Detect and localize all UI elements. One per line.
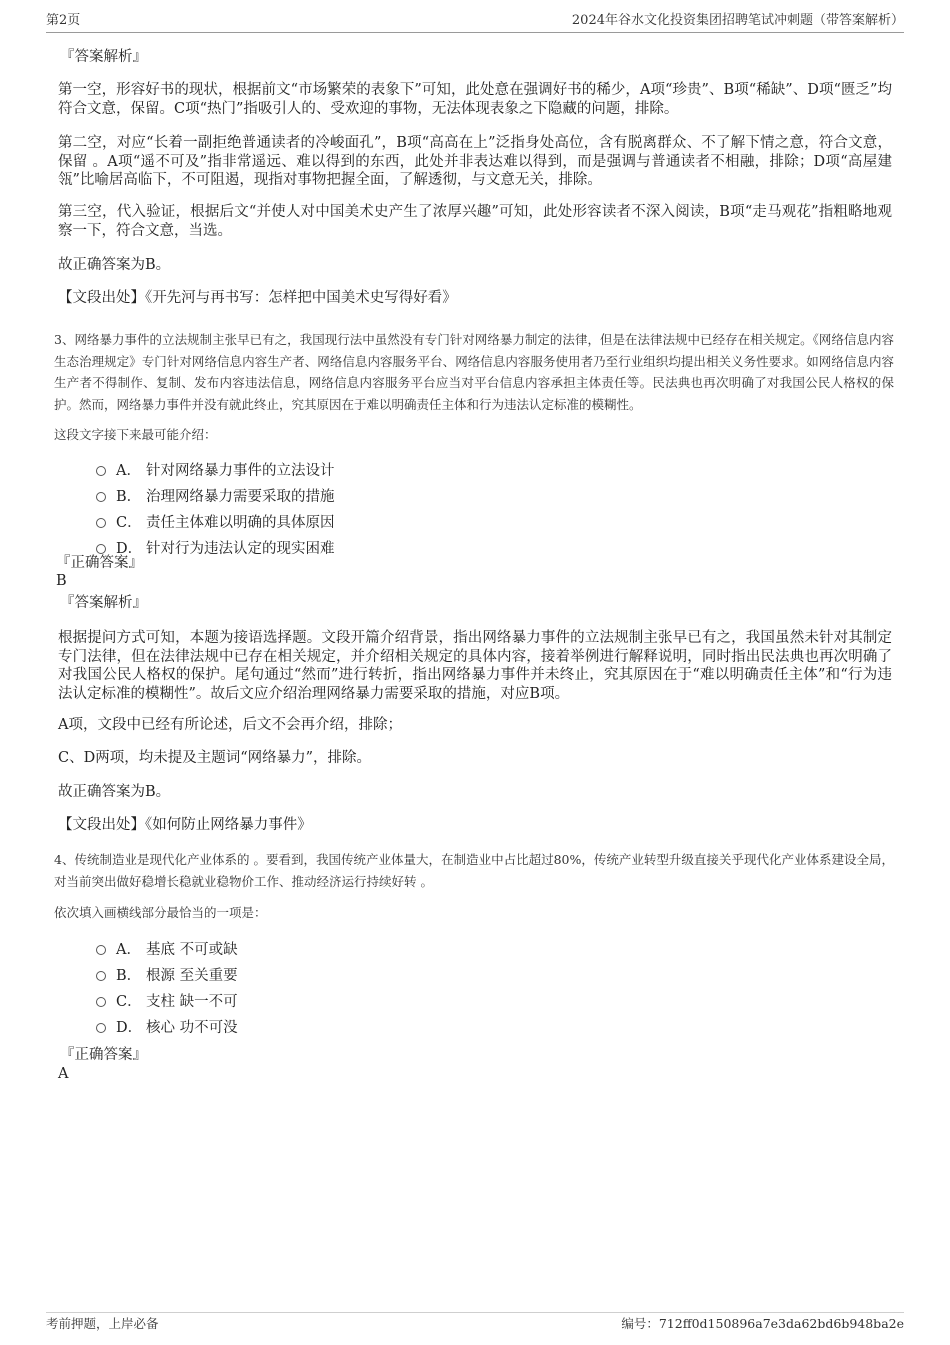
page-number: 第2页 <box>46 13 81 28</box>
q3-option-c[interactable]: C． 责任主体难以明确的具体原因 <box>96 513 335 533</box>
q2-conclusion: 故正确答案为B。 <box>58 257 171 273</box>
document-id: 编号：712ff0d150896a7e3da62bd6b948ba2e <box>621 1316 904 1331</box>
q2-analysis-para1: 第一空，形容好书的现状，根据前文“市场繁荣的表象下”可知，此处意在强调好书的稀少，A项“珍贵”、B项“稀缺”、D项“匮乏”均符合文意，保留。C项“热门”指吸引人的、受欢迎的事物，无法体现表象之下隐藏的问题，排除。 <box>58 82 892 117</box>
q4-prompt: 依次填入画横线部分最恰当的一项是： <box>54 905 267 920</box>
radio-button[interactable] <box>96 466 106 476</box>
q4-correct-label: 『正确答案』 <box>60 1047 147 1063</box>
radio-button[interactable] <box>96 945 106 955</box>
q4-answer: A <box>58 1066 69 1082</box>
q4-question: 4、传统制造业是现代化产业体系的 。要看到，我国传统产业体量大，在制造业中占比超过80%，传统产业转型升级直接关乎现代化产业体系建设全局，对当前突出做好稳增长稳就业稳物价工作、推动经济运行持续好转 。 <box>54 852 894 889</box>
q3-answer: B <box>56 573 67 589</box>
page-footer <box>46 1312 904 1331</box>
page-header <box>46 12 904 33</box>
q3-analysis-para3: C、D两项，均未提及主题词“网络暴力”，排除。 <box>58 750 372 766</box>
q2-analysis-para3: 第三空，代入验证，根据后文“并使人对中国美术史产生了浓厚兴趣”可知，此处形容读者不深入阅读，B项“走马观花”指粗略地观察一下，符合文意，当选。 <box>58 204 892 239</box>
q3-analysis-para1: 根据提问方式可知，本题为接语选择题。文段开篇介绍背景，指出网络暴力事件的立法规制主张早已有之，我国虽然未针对其制定专门法律，但在法律法规中已存在相关规定，并介绍相关规定的具体内容，接着举例进行解释说明，同时指出民法典也再次明确了对我国公民人格权的保护。尾句通过“然而”进行转折，指出网络暴力事件并未终止，究其原因在于“难以明确责任主体”和“行为违法认定标准的模糊性”。故后文应介绍治理网络暴力需要采取的措施，对应B项。 <box>58 630 892 702</box>
q3-correct-label: 『正确答案』 <box>56 555 143 571</box>
radio-button[interactable] <box>96 518 106 528</box>
q4-option-c[interactable]: C． 支柱 缺一不可 <box>96 992 238 1012</box>
q4-option-b[interactable]: B． 根源 至关重要 <box>96 966 238 986</box>
q3-option-a[interactable]: A． 针对网络暴力事件的立法设计 <box>96 461 335 481</box>
q2-analysis-para2: 第二空，对应“长着一副拒绝普通读者的冷峻面孔”，B项“高高在上”泛指身处高位，含有脱离群众、不了解下情之意，符合文意， 保留 。A项“遥不可及”指非常遥远、难以得到的东西，此处并非表达难以得到，而是强调与普通读者不相融，排除；D项“高屋建瓴”比喻居高临下，不可阻遏，现指对事物把握全面，了解透彻，与文意无关，排除。 <box>58 135 892 188</box>
radio-button[interactable] <box>96 1023 106 1033</box>
q4-option-d[interactable]: D． 核心 功不可没 <box>96 1018 238 1038</box>
q3-source: 【文段出处】《如何防止网络暴力事件》 <box>58 817 312 833</box>
q3-question: 3、网络暴力事件的立法规制主张早已有之，我国现行法中虽然没有专门针对网络暴力制定的法律，但是在法律法规中已经存在相关规定。《网络信息内容生态治理规定》专门针对网络信息内容生产者、网络信息内容服务平台、网络信息内容服务使用者乃至行业组织均提出相关义务性要求。如网络信息内容生产者不得制作、复制、发布内容违法信息，网络信息内容服务平台应当对平台信息内容承担主体责任等。民法典也再次明确了对我国公民人格权的保护。然而，网络暴力事件并没有就此终止，究其原因在于难以明确责任主体和行为违法认定标准的模糊性。 <box>54 332 894 412</box>
document-title: 2024年谷水文化投资集团招聘笔试冲刺题（带答案解析） <box>571 13 904 28</box>
q4-option-a[interactable]: A． 基底 不可或缺 <box>96 940 238 960</box>
q3-option-b[interactable]: B． 治理网络暴力需要采取的措施 <box>96 487 335 507</box>
q3-conclusion: 故正确答案为B。 <box>58 784 171 800</box>
footer-slogan: 考前押题，上岸必备 <box>46 1316 159 1331</box>
q3-prompt: 这段文字接下来最可能介绍： <box>54 427 217 442</box>
radio-button[interactable] <box>96 971 106 981</box>
radio-button[interactable] <box>96 997 106 1007</box>
q3-analysis-label: 『答案解析』 <box>60 595 147 611</box>
radio-button[interactable] <box>96 492 106 502</box>
q3-analysis-para2: A项，文段中已经有所论述，后文不会再介绍，排除； <box>58 717 402 733</box>
q2-source: 【文段出处】《开先河与再书写：怎样把中国美术史写得好看》 <box>58 290 457 306</box>
q3-option-d[interactable]: D． 针对行为违法认定的现实困难 <box>96 539 335 559</box>
q2-analysis-label: 『答案解析』 <box>60 49 147 65</box>
